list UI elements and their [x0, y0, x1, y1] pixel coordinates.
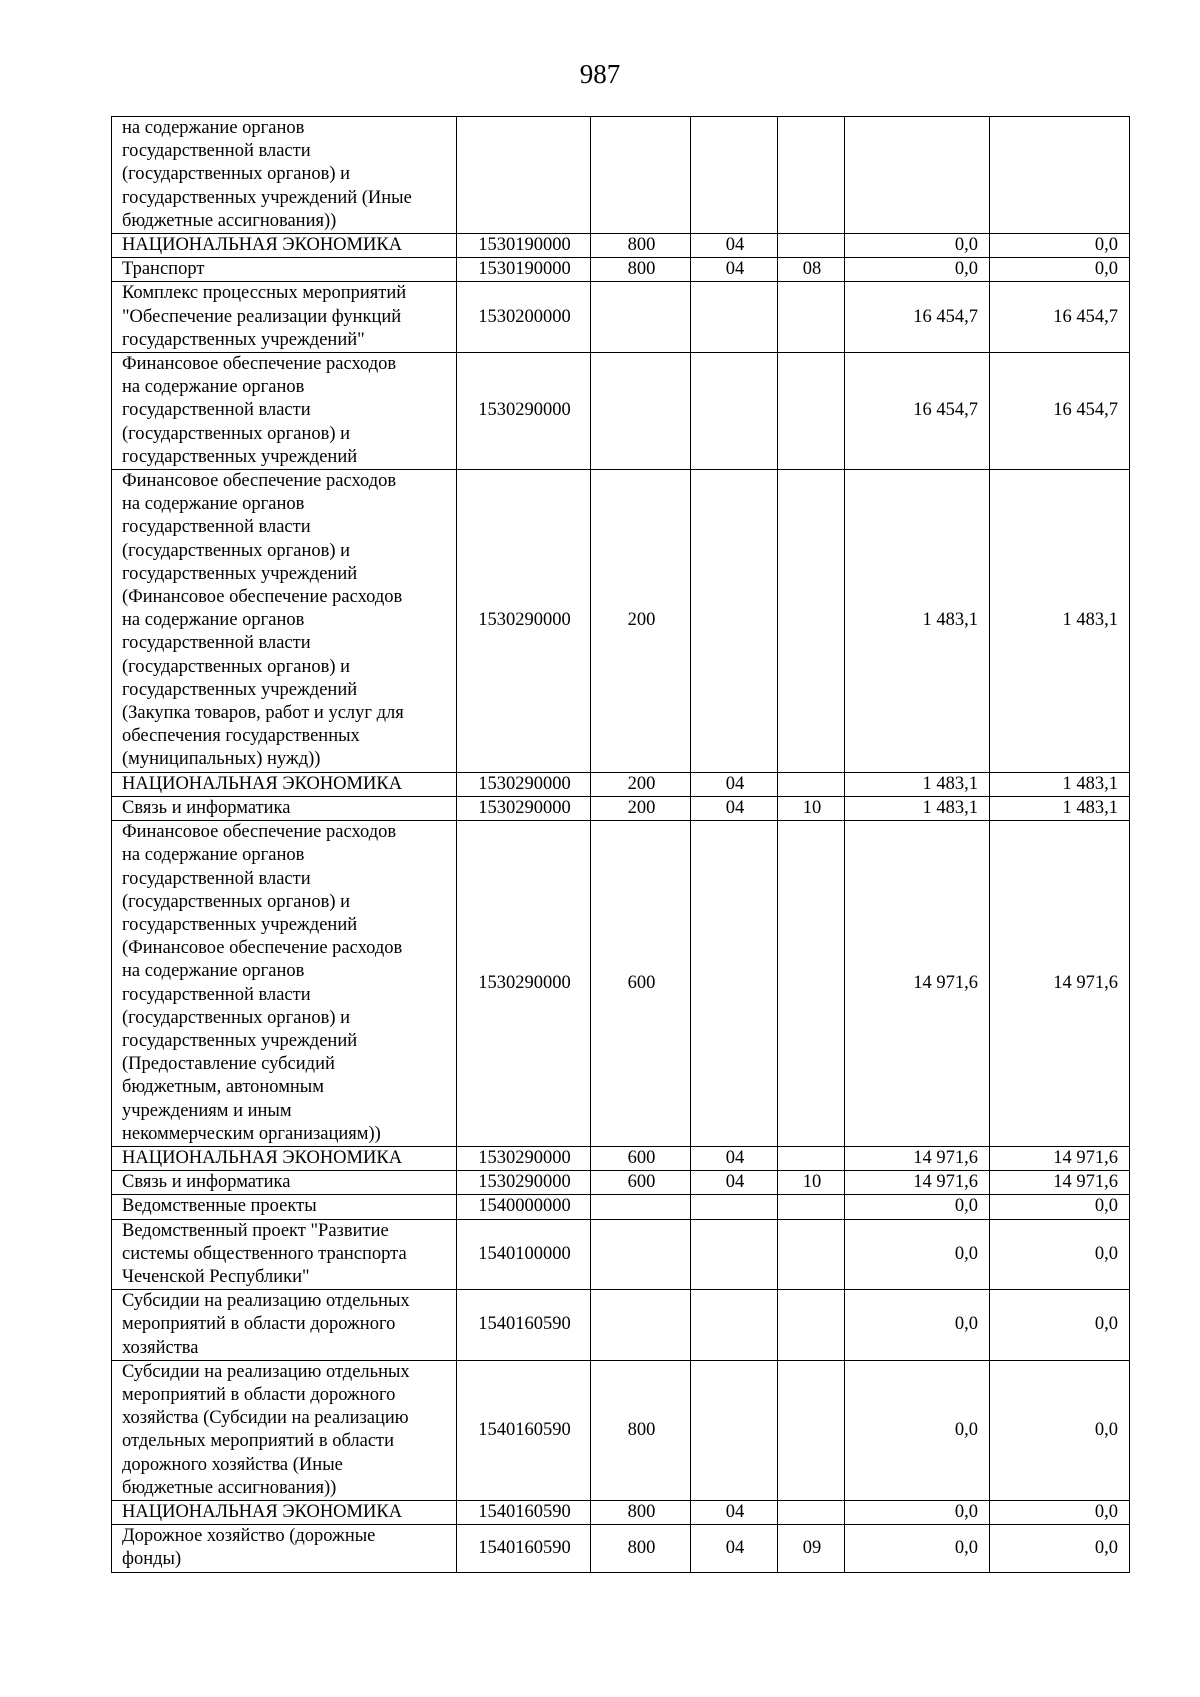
csr-code-cell: 1530290000 [457, 772, 591, 796]
item-name-line: на содержание органов [122, 610, 305, 631]
csr-code-cell: 1540000000 [457, 1195, 591, 1219]
csr-code-cell: 1530200000 [457, 282, 591, 353]
expense-type-cell [591, 353, 691, 470]
section-cell: 04 [691, 1500, 778, 1524]
item-name-line: Ведомственные проекты [122, 1196, 317, 1217]
table-row [112, 258, 1130, 282]
amount-year1-cell: 1 483,1 [845, 772, 990, 796]
item-name-line: государственных учреждений [122, 446, 358, 467]
item-name-line: бюджетные ассигнования)) [122, 210, 337, 231]
item-name-line: (Закупка товаров, работ и услуг для [122, 703, 404, 724]
item-name-line: НАЦИОНАЛЬНАЯ ЭКОНОМИКА [122, 773, 403, 794]
item-name-cell [112, 1500, 457, 1524]
section-cell: 04 [691, 1525, 778, 1572]
item-name-line: обеспечения государственных [122, 726, 360, 747]
item-name-line: (государственных органов) и [122, 1007, 351, 1028]
item-name-line: государственных учреждений (Иные [122, 187, 412, 208]
amount-year2-cell: 1 483,1 [990, 470, 1130, 773]
item-name-cell [112, 796, 457, 820]
amount-year1-cell: 1 483,1 [845, 470, 990, 773]
subsection-cell [778, 117, 845, 234]
section-cell: 04 [691, 796, 778, 820]
item-name-line: Связь и информатика [122, 1172, 291, 1193]
item-name-line: государственных учреждений [122, 563, 358, 584]
amount-year1-cell: 14 971,6 [845, 1146, 990, 1170]
item-name-line: (государственных органов) и [122, 423, 351, 444]
table-row [112, 282, 1130, 353]
amount-year1-cell: 0,0 [845, 258, 990, 282]
item-name-cell [112, 772, 457, 796]
item-name-line: Ведомственный проект "Развитие [122, 1220, 389, 1241]
item-name-cell [112, 821, 457, 1147]
subsection-cell: 10 [778, 796, 845, 820]
amount-year2-cell: 16 454,7 [990, 282, 1130, 353]
item-name-line: мероприятий в области дорожного [122, 1314, 396, 1335]
table-row [112, 821, 1130, 1147]
amount-year1-cell: 14 971,6 [845, 821, 990, 1147]
expense-type-cell: 600 [591, 1146, 691, 1170]
subsection-cell [778, 353, 845, 470]
table-row [112, 772, 1130, 796]
page-number: 987 [579, 59, 621, 89]
subsection-cell: 08 [778, 258, 845, 282]
table-row [112, 1500, 1130, 1524]
table-row [112, 1290, 1130, 1361]
section-cell: 04 [691, 1171, 778, 1195]
item-name-line: бюджетным, автономным [122, 1077, 324, 1098]
amount-year2-cell: 16 454,7 [990, 353, 1130, 470]
section-cell: 04 [691, 1146, 778, 1170]
subsection-cell: 09 [778, 1525, 845, 1572]
item-name-line: НАЦИОНАЛЬНАЯ ЭКОНОМИКА [122, 1147, 403, 1168]
item-name-line: на содержание органов [122, 494, 305, 515]
item-name-line: бюджетные ассигнования)) [122, 1477, 337, 1498]
item-name-line: государственных учреждений [122, 1030, 358, 1051]
csr-code-cell [457, 117, 591, 234]
csr-code-cell: 1530290000 [457, 470, 591, 773]
item-name-line: государственной власти [122, 517, 311, 538]
expense-type-cell: 200 [591, 772, 691, 796]
csr-code-cell: 1530190000 [457, 258, 591, 282]
subsection-cell [778, 821, 845, 1147]
amount-year1-cell: 0,0 [845, 1360, 990, 1500]
section-cell: 04 [691, 772, 778, 796]
item-name-line: (государственных органов) и [122, 540, 351, 561]
amount-year1-cell: 16 454,7 [845, 353, 990, 470]
item-name-line: (Предоставление субсидий [122, 1054, 335, 1075]
amount-year2-cell: 0,0 [990, 1525, 1130, 1572]
expense-type-cell: 800 [591, 1525, 691, 1572]
item-name-line: государственной власти [122, 633, 311, 654]
amount-year1-cell: 0,0 [845, 1195, 990, 1219]
item-name-line: (Финансовое обеспечение расходов [122, 587, 403, 608]
csr-code-cell: 1540160590 [457, 1360, 591, 1500]
subsection-cell: 10 [778, 1171, 845, 1195]
section-cell [691, 1290, 778, 1361]
item-name-line: учреждениям и иным [122, 1100, 292, 1121]
table-row [112, 1525, 1130, 1572]
subsection-cell [778, 282, 845, 353]
amount-year1-cell [845, 117, 990, 234]
item-name-line: мероприятий в области дорожного [122, 1384, 396, 1405]
item-name-line: отдельных мероприятий в области [122, 1431, 395, 1452]
amount-year1-cell: 1 483,1 [845, 796, 990, 820]
amount-year2-cell: 0,0 [990, 1195, 1130, 1219]
item-name-line: (Финансовое обеспечение расходов [122, 938, 403, 959]
item-name-cell [112, 1219, 457, 1290]
amount-year1-cell: 16 454,7 [845, 282, 990, 353]
expense-type-cell: 200 [591, 470, 691, 773]
amount-year2-cell: 0,0 [990, 258, 1130, 282]
item-name-line: хозяйства [122, 1337, 199, 1358]
item-name-line: Комплекс процессных мероприятий [122, 283, 407, 304]
amount-year2-cell: 0,0 [990, 1290, 1130, 1361]
table-row [112, 234, 1130, 258]
amount-year2-cell: 1 483,1 [990, 796, 1130, 820]
item-name-line: государственной власти [122, 984, 311, 1005]
expense-type-cell [591, 1290, 691, 1361]
amount-year1-cell: 0,0 [845, 1525, 990, 1572]
item-name-line: государственной власти [122, 400, 311, 421]
item-name-line: на содержание органов [122, 961, 305, 982]
csr-code-cell: 1540100000 [457, 1219, 591, 1290]
item-name-line: на содержание органов [122, 377, 305, 398]
expense-type-cell: 600 [591, 1171, 691, 1195]
item-name-cell [112, 1146, 457, 1170]
expense-type-cell: 200 [591, 796, 691, 820]
table-row [112, 1171, 1130, 1195]
subsection-cell [778, 1360, 845, 1500]
item-name-line: на содержание органов [122, 118, 305, 138]
amount-year2-cell: 0,0 [990, 234, 1130, 258]
csr-code-cell: 1540160590 [457, 1290, 591, 1361]
item-name-line: государственных учреждений [122, 914, 358, 935]
item-name-line: НАЦИОНАЛЬНАЯ ЭКОНОМИКА [122, 235, 403, 256]
item-name-line: Финансовое обеспечение расходов [122, 471, 397, 492]
item-name-cell [112, 234, 457, 258]
amount-year2-cell: 14 971,6 [990, 1146, 1130, 1170]
table-row [112, 796, 1130, 820]
expense-type-cell: 600 [591, 821, 691, 1147]
amount-year1-cell: 0,0 [845, 234, 990, 258]
section-cell [691, 282, 778, 353]
item-name-line: Субсидии на реализацию отдельных [122, 1361, 410, 1382]
section-cell: 04 [691, 258, 778, 282]
item-name-line: государственной власти [122, 868, 311, 889]
item-name-line: Финансовое обеспечение расходов [122, 822, 397, 843]
amount-year2-cell: 1 483,1 [990, 772, 1130, 796]
item-name-line: фонды) [122, 1549, 182, 1570]
expense-type-cell [591, 117, 691, 234]
expense-type-cell: 800 [591, 234, 691, 258]
amount-year1-cell: 0,0 [845, 1219, 990, 1290]
item-name-line: Транспорт [122, 259, 205, 280]
item-name-cell [112, 282, 457, 353]
item-name-cell [112, 1195, 457, 1219]
item-name-cell [112, 1290, 457, 1361]
subsection-cell [778, 1219, 845, 1290]
section-cell [691, 117, 778, 234]
item-name-line: Связь и информатика [122, 797, 291, 818]
item-name-line: системы общественного транспорта [122, 1243, 407, 1264]
item-name-line: хозяйства (Субсидии на реализацию [122, 1408, 409, 1429]
item-name-line: (муниципальных) нужд)) [122, 749, 321, 770]
amount-year1-cell: 0,0 [845, 1500, 990, 1524]
item-name-cell [112, 1360, 457, 1500]
item-name-line: некоммерческим организациям)) [122, 1123, 381, 1144]
item-name-line: НАЦИОНАЛЬНАЯ ЭКОНОМИКА [122, 1501, 403, 1522]
item-name-line: Чеченской Республики" [122, 1266, 310, 1287]
amount-year2-cell: 14 971,6 [990, 821, 1130, 1147]
csr-code-cell: 1530290000 [457, 821, 591, 1147]
item-name-cell [112, 117, 457, 234]
csr-code-cell: 1530290000 [457, 796, 591, 820]
csr-code-cell: 1530290000 [457, 1146, 591, 1170]
item-name-line: (государственных органов) и [122, 891, 351, 912]
amount-year2-cell: 14 971,6 [990, 1171, 1130, 1195]
expense-type-cell: 800 [591, 258, 691, 282]
item-name-line: государственных учреждений [122, 679, 358, 700]
csr-code-cell: 1540160590 [457, 1500, 591, 1524]
item-name-cell [112, 1525, 457, 1572]
item-name-cell [112, 470, 457, 773]
amount-year2-cell [990, 117, 1130, 234]
table-row [112, 470, 1130, 773]
section-cell [691, 1195, 778, 1219]
item-name-line: государственных учреждений" [122, 329, 365, 350]
expense-type-cell: 800 [591, 1500, 691, 1524]
budget-table [111, 116, 1130, 1573]
csr-code-cell: 1530290000 [457, 1171, 591, 1195]
subsection-cell [778, 1290, 845, 1361]
expense-type-cell: 800 [591, 1360, 691, 1500]
table-row [112, 117, 1130, 234]
section-cell [691, 1219, 778, 1290]
table-body [112, 117, 1130, 1573]
item-name-line: "Обеспечение реализации функций [122, 306, 402, 327]
table-row [112, 1360, 1130, 1500]
amount-year1-cell: 14 971,6 [845, 1171, 990, 1195]
item-name-line: Дорожное хозяйство (дорожные [122, 1526, 376, 1547]
item-name-line: на содержание органов [122, 845, 305, 866]
item-name-line: дорожного хозяйства (Иные [122, 1454, 343, 1475]
amount-year1-cell: 0,0 [845, 1290, 990, 1361]
table-row [112, 353, 1130, 470]
item-name-line: государственной власти [122, 141, 311, 162]
table-row [112, 1146, 1130, 1170]
amount-year2-cell: 0,0 [990, 1219, 1130, 1290]
subsection-cell [778, 1195, 845, 1219]
item-name-line: Финансовое обеспечение расходов [122, 354, 397, 375]
subsection-cell [778, 1500, 845, 1524]
section-cell [691, 1360, 778, 1500]
item-name-line: (государственных органов) и [122, 656, 351, 677]
item-name-cell [112, 1171, 457, 1195]
item-name-line: Субсидии на реализацию отдельных [122, 1291, 410, 1312]
expense-type-cell [591, 1195, 691, 1219]
subsection-cell [778, 772, 845, 796]
table-row [112, 1195, 1130, 1219]
table-row [112, 1219, 1130, 1290]
section-cell [691, 821, 778, 1147]
section-cell: 04 [691, 234, 778, 258]
csr-code-cell: 1530190000 [457, 234, 591, 258]
csr-code-cell: 1540160590 [457, 1525, 591, 1572]
amount-year2-cell: 0,0 [990, 1500, 1130, 1524]
item-name-cell [112, 353, 457, 470]
section-cell [691, 470, 778, 773]
amount-year2-cell: 0,0 [990, 1360, 1130, 1500]
expense-type-cell [591, 282, 691, 353]
item-name-cell [112, 258, 457, 282]
csr-code-cell: 1530290000 [457, 353, 591, 470]
expense-type-cell [591, 1219, 691, 1290]
subsection-cell [778, 1146, 845, 1170]
item-name-line: (государственных органов) и [122, 164, 351, 185]
section-cell [691, 353, 778, 470]
subsection-cell [778, 470, 845, 773]
subsection-cell [778, 234, 845, 258]
